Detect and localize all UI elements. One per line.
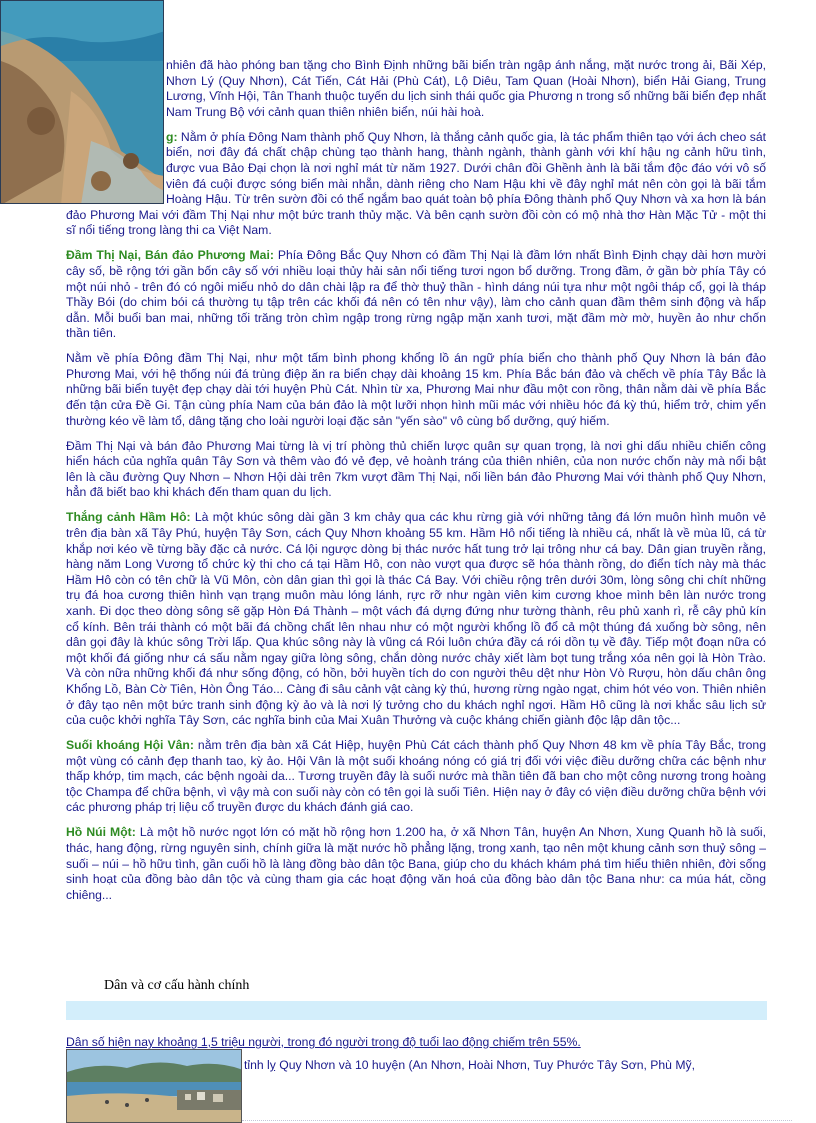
paragraph-beaches: nhiên đã hào phóng ban tặng cho Bình Định những bãi biển tràn ngập ánh nắng, mặt nước trong ải, Bãi Xép, Nhơn Lý (Quy Nhơn), Cát Tiến, Cát Hải (Phù Cát), Lộ Diêu, Tam Quan (Hoài Nhơn), biển Hải Giang, Trung Lương, Vĩnh Hội, Tân Thanh thuộc tuyến du lịch sinh thái quốc gia Phương n trong số những bãi biển đẹp nhất Nam Trung Bộ với cảnh quan thiên nhiên biển, núi hài hoà.: [166, 58, 766, 119]
section-band: [66, 1001, 767, 1020]
article-body: [66, 58, 766, 913]
harbor-photo: [66, 1049, 242, 1123]
paragraph-phuong-mai: Nằm về phía Đông đầm Thị Nại, như một tấm bình phong khổng lồ án ngữ phía biển cho thành phố Quy Nhơn là bán đảo Phương Mai, với hệ thống núi đá trùng điệp ăn ra biển chạy dài khoảng 15 km. Phía Bắc bán đảo và chếch về phía Tây Bắc là những bãi biển tuyệt đẹp chạy dài tới huyện Phù Cát. Nhìn từ xa, Phương Mai như đầu một con rồng, thân nằm dài về phía Bắc đến tận cửa Đề Gi. Tận cùng phía Nam của bán đảo là một lưỡi nhọn hình mũi mác với nhiều hóc đá kỳ thú, hiểm trở, chim yến thường kéo về làm tổ, dâng tặng cho loài người loại đặc sản "yến sào" vô cùng bổ dưỡng, quý hiếm.: [66, 351, 766, 428]
admin-text: tỉnh lỵ Quy Nhơn và 10 huyện (An Nhơn, Hoài Nhơn, Tuy Phước Tây Sơn, Phù Mỹ,: [244, 1058, 695, 1072]
paragraph-ho-nui-mot: Hồ Núi Một: Là một hồ nước ngọt lớn có mặt hồ rộng hơn 1.200 ha, ở xã Nhơn Tân, huyện An Nhơn, Xung Quanh hồ là suối, thác, hang động, rừng nguyên sinh, chính giữa là mặt nước hồ phẳng lặng, trong xanh, tạo nên một khung cảnh sơn thuỷ sông – suối – núi – hồ hữu tình, gần cuối hồ là làng đồng bào dân tộc Bana, giúp cho du khách khám phá tìm hiểu thiên nhiên, đời sống sinh hoạt của đồng bào dân tộc và cùng tham gia các hoạt động văn hoá của đồng bào dân tộc Bana như: ca múa hát, cồng chiêng...: [66, 825, 766, 902]
section-title: Dân và cơ cấu hành chính: [104, 978, 250, 993]
beach-harbor-photo-icon: [67, 1050, 242, 1123]
population-text: Dân số hiện nay khoảng 1,5 triệu người, trong đó người trong độ tuổi lao động chiếm trên 55%.: [66, 1035, 581, 1049]
paragraph-dam-thi-nai: Đầm Thị Nại, Bán đảo Phương Mai: Phía Đông Bắc Quy Nhơn có đầm Thị Nại là đầm lớn nhất Bình Định chạy dài hơn mười cây số, bề rộng tới gần bốn cây số với nhiều loại thủy hải sản nổi tiếng tươi ngon bổ dưỡng. Trong đầm, ở gần bờ phía Tây có một núi nhỏ - trên đó có ngôi miếu nhỏ do dân chài lập ra để thờ thuỷ thần - hình dáng núi tựa như một ngôi tháp cổ, gọi là tháp Thầy Bói (do chim bói cá thường tụ tập trên các khối đá nên có tên như vậy), làm cho cảnh quan đầm thêm sinh động và hấp dẫn. Mỗi buổi ban mai, những tối trăng tròn chìm ngập trong rừng ngập mặn xanh tươi, mặt đầm mờ mờ, huyền ảo như chốn thần tiên.: [66, 248, 766, 341]
paragraph-ham-ho: Thắng cảnh Hầm Hô: Là một khúc sông dài gần 3 km chảy qua các khu rừng già với những tảng đá lớn muôn hình muôn vẻ trên địa bàn xã Tây Phú, huyện Tây Sơn, cách Quy Nhơn khoảng 55 km. Hầm Hô nổi tiếng là nhiều cá, nhất là về mùa lũ, cá từ khắp nơi kéo về từng bầy đặc cả nước. Cá lội ngược dòng bị thác nước hất tung trở lại trông như cá bay. Dân gian truyền rằng, hàng năm Long Vương tổ chức kỳ thi cho cá tại Hầm Hô, con nào vượt qua được sẽ hóa thành rồng, do điển tích này mà thác Hầm Hô còn có tên chữ là Vũ Môn, còn dân gian thì gọi là thác Cá Bay. Với chiều rộng trên dưới 30m, lòng sông chi chít những trụ đá hoa cương thiên hình vạn trạng muôn màu lóng lánh, rực rỡ như ngàn viên kim cương khoe mình bên làn nước trong xanh. Đi dọc theo dòng sông sẽ gặp Hòn Đá Thành – một vách đá dựng đứng như tường thành, rêu phủ xanh rì, rễ cây phủ kín cổ kính. Bên trái thành có một bãi đá chồng chất lên nhau như có một người khổng lồ đổ cả một thúng đá xuống bờ sông, nên dân gọi đây là khúc sông Trời lấp. Qua khúc sông này là vũng cá Rói luôn chứa đầy cá rói dồn tụ về đây. Tiếp một đoạn nữa có một khối đá giống như cá sấu nằm ngay giữa lòng sông, chắn dòng nước chảy xiết làm bọt tung trắng xóa nên gọi là Hòn Trào. Và còn nữa những khối đá như sống động, có hồn, bởi huyền tích do con người thêu dệt như Hòn Vò Rượu, hòn dấu chân ông Khổng Lồ, Bàn Cờ Tiên, Hòn Ông Táo... Càng đi sâu cảnh vật càng kỳ thú, hương rừng ngào ngạt, chim hót véo von. Thiên nhiên ở đây tạo nên một bức tranh sinh động kỳ ảo và là nơi lý tưởng cho du khách nghỉ ngơi. Hầm Hô cũng là nơi khắc sâu lịch sử của cuộc khởi nghĩa Tây Sơn, các nghĩa binh của Mai Xuân Thưởng và cuộc kháng chiến giành độc lập dân tộc...: [66, 510, 766, 728]
paragraph-ghenh-rang: g: Nằm ở phía Đông Nam thành phố Quy Nhơn, là thắng cảnh quốc gia, là tác phẩm thiên tạo với ách cheo sát biển, nơi đây đá chất chập chùng tạo thành hang, thành ngành, thành gành với khí hậu ng cảnh hữu tình, được vua Bảo Đại chọn là nơi nghỉ mát từ năm 1927. Dưới chân đồi Ghềnh ành là bãi tắm độc đáo với vô số viên đá cuội được sóng biển mài nhẵn, dành riêng cho Nam Hậu khi về đây nghỉ mát nên còn gọi là bãi tắm Hoàng Hậu. Từ trên sườn đồi có thể ngắm bao quát toàn bộ phía Đông thành phố Quy Nhơn và xa hơn là bán đảo Phương Mai với đầm Thị Nại như một bức tranh thủy mặc. Và bên cạnh sườn đồi còn có mộ nhà thơ Hàn Mặc Tử - một thi sĩ nổi tiếng trong làng thi ca Việt Nam.: [66, 129, 766, 238]
paragraph-defense: Đầm Thị Nại và bán đảo Phương Mai từng là vị trí phòng thủ chiến lược quân sự quan trọng, là nơi ghi dấu nhiều chiến công hiển hách của nghĩa quân Tây Sơn và thêm vào đó vẻ đẹp, vẻ hoành tráng của thiên nhiên, của non nước chốn này mà nổi bật lên là cầu đường Quy Nhơn – Nhơn Hội dài trên 7km vượt đầm Thị Nại, nối liền bán đảo Phương Mai với thành phố Quy Nhơn, hẳn đã biết bao khi khách đến tham quan du lịch.: [66, 438, 766, 500]
paragraph-hoi-van: Suối khoáng Hội Vân: nằm trên địa bàn xã Cát Hiệp, huyện Phù Cát cách thành phố Quy Nhơn 48 km về phía Tây Bắc, trong một vùng có cảnh đẹp thanh tao, kỳ ảo. Hội Vân là một suối khoáng nóng có giá trị đối với việc điều dưỡng chữa các bệnh như thấp khớp, tim mạch, các bệnh ngoài da... Tương truyền đây là suối nước mà thần tiên đã ban cho một công nương trong hoàng tộc Champa để chữa bệnh, vì vậy mà con suối này còn có tên gọi là suối Tiên. Hiện nay ở đây có viện điều dưỡng chữa bệnh với các phương pháp trị liệu cổ truyền được du khách đánh giá cao.: [66, 738, 766, 815]
divider: [242, 1120, 792, 1121]
